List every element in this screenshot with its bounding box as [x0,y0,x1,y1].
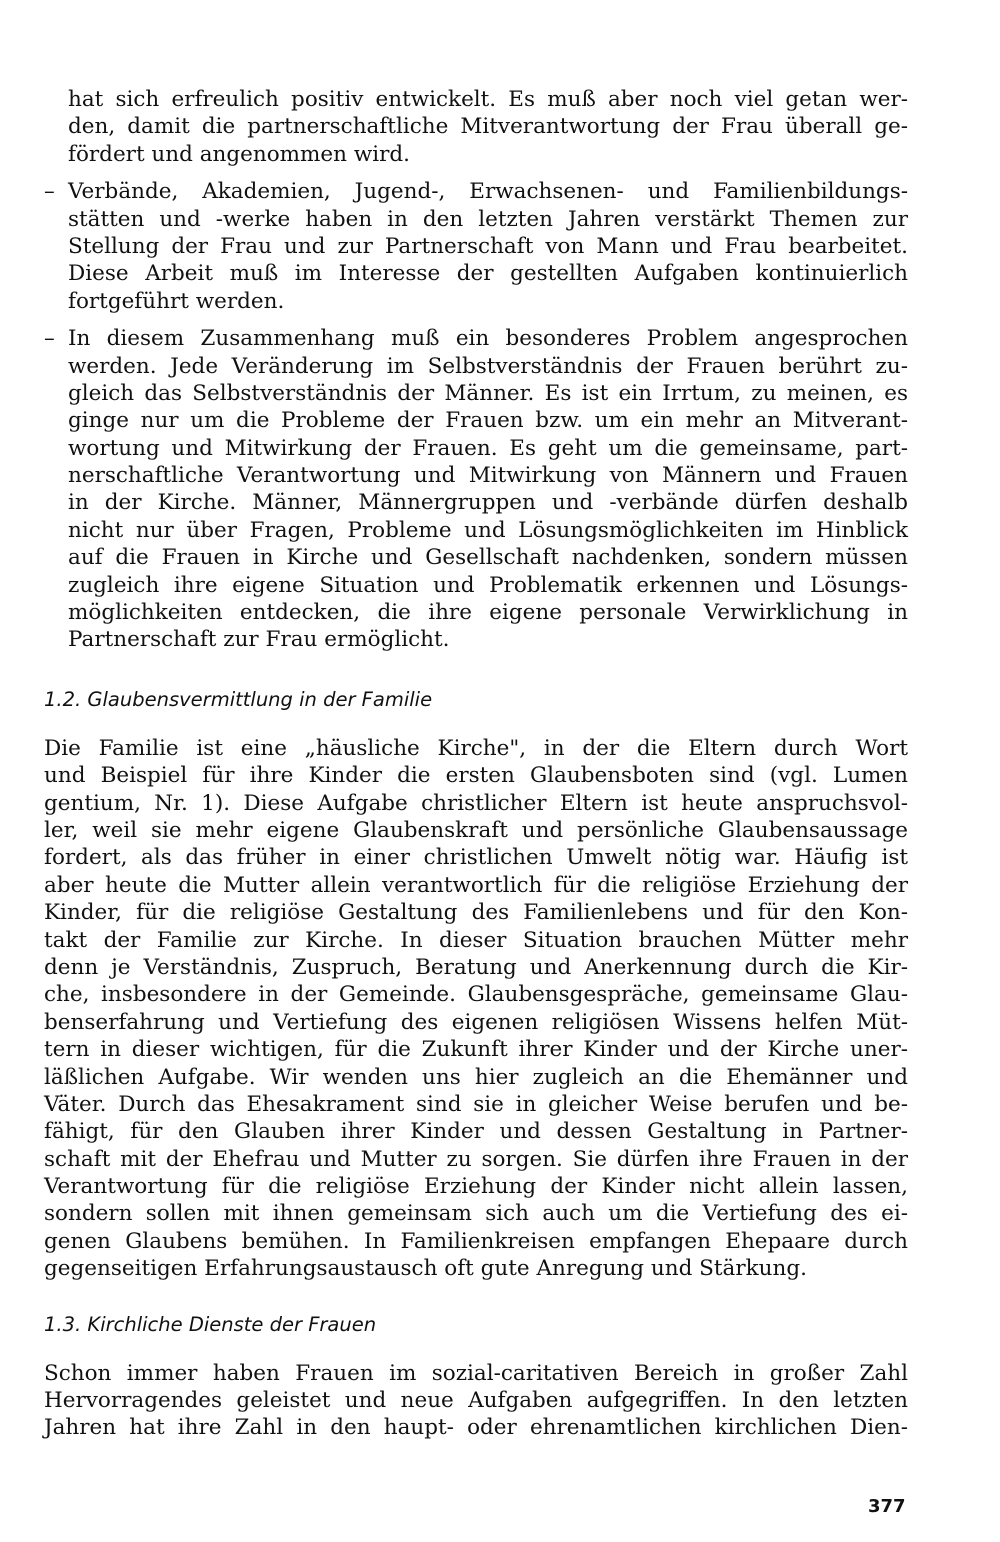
text-line: Partnerschaft zur Frau ermöglicht. [68,627,450,653]
text-line: benserfahrung und Vertiefung des eigenen religiösen Wissens helfen Müt- [44,1009,908,1035]
bullet-item-associations [44,178,908,315]
text-line: den, damit die partnerschaftliche Mitverantwortung der Frau überall ge- [68,114,908,140]
text-line: tern in dieser wichtigen, für die Zukunft ihrer Kinder und der Kirche uner- [44,1037,908,1063]
text-line: schaft mit der Ehefrau und Mutter zu sorgen. Sie dürfen ihre Frauen in der [44,1146,908,1172]
text-line: fortgeführt werden. [68,288,285,314]
text-line: gleich das Selbstverständnis der Männer. Es ist ein Irrtum, zu meinen, es [68,380,908,406]
text-line: stätten und -werke haben in den letzten Jahren verstärkt Themen zur [68,206,908,232]
text-line: Hervorragendes geleistet und neue Aufgaben aufgegriffen. In den letzten [44,1388,908,1414]
text-line: wortung und Mitwirkung der Frauen. Es geht um die gemeinsame, part- [68,435,908,461]
text-line: und Beispiel für ihre Kinder die ersten Glaubensboten sind (vgl. Lumen [44,763,908,789]
section-heading-1-3: 1.3. Kirchliche Dienste der Frauen [44,1312,377,1336]
text-line: Die Familie ist eine „häusliche Kirche", in der die Eltern durch Wort [44,735,908,761]
text-line: fähigt, für den Glauben ihrer Kinder und dessen Gestaltung in Partner- [44,1119,908,1145]
text-line: Kinder, für die religiöse Gestaltung des Familienlebens und für den Kon- [44,900,908,926]
text-line: fordert, als das früher in einer christlichen Umwelt nötig war. Häufig ist [44,845,908,871]
bullet-item-men [44,325,908,654]
text-line: ginge nur um die Probleme der Frauen bzw. um ein mehr an Mitverant- [68,408,908,434]
text-line: sondern sollen mit ihnen gemeinsam sich auch um die Vertiefung des ei- [44,1201,908,1227]
paragraph-glaubensvermittlung [44,735,908,1283]
text-line: Verantwortung für die religiöse Erziehung der Kinder nicht allein lassen, [44,1174,908,1200]
text-line: Stellung der Frau und zur Partnerschaft von Mann und Frau bearbeitet. [68,233,908,259]
text-line: Verbände, Akademien, Jugend-, Erwachsenen- und Familienbildungs- [68,179,908,205]
text-line: nerschaftliche Verantwortung und Mitwirkung von Männern und Frauen [68,463,908,489]
text-line: auf die Frauen in Kirche und Gesellschaft nachdenken, sondern müssen [68,545,908,571]
text-line: Schon immer haben Frauen im sozial-caritativen Bereich in großer Zahl [44,1360,908,1386]
text-line: ler, weil sie mehr eigene Glaubenskraft und persönliche Glaubensaussage [44,817,908,843]
section-heading-1-2: 1.2. Glaubensvermittlung in der Familie [44,687,433,711]
text-line: genen Glaubens bemühen. In Familienkreisen empfangen Ehepaare durch [44,1228,908,1254]
paragraph-kirchliche-dienste [44,1360,908,1442]
text-line: werden. Jede Veränderung im Selbstverständnis der Frauen berührt zu- [68,353,908,379]
text-line: nicht nur über Fragen, Probleme und Lösungsmöglichkeiten im Hinblick [68,517,908,543]
text-line: denn je Verständnis, Zuspruch, Beratung und Anerkennung durch die Kir- [44,954,908,980]
text-line: fördert und angenommen wird. [68,141,410,167]
text-line: gentium, Nr. 1). Diese Aufgabe christlicher Eltern ist heute anspruchsvol- [44,790,908,816]
text-line: che, insbesondere in der Gemeinde. Glaubensgespräche, gemeinsame Glau- [44,982,908,1008]
text-line: Diese Arbeit muß im Interesse der gestellten Aufgaben kontinuierlich [68,261,908,287]
text-line: takt der Familie zur Kirche. In dieser Situation brauchen Mütter mehr [44,927,908,953]
text-line: In diesem Zusammenhang muß ein besonderes Problem angesprochen [68,326,908,352]
text-line: gegenseitigen Erfahrungsaustausch oft gute Anregung und Stärkung. [44,1256,807,1282]
text-line: Väter. Durch das Ehesakrament sind sie in gleicher Weise berufen und be- [44,1091,908,1117]
dash-bullet: – [44,179,55,205]
page-body [44,86,908,1442]
text-line: hat sich erfreulich positiv entwickelt. Es muß aber noch viel getan wer- [68,87,908,112]
page-number: 377 [868,1496,906,1517]
text-line: in der Kirche. Männer, Männergruppen und -verbände dürfen deshalb [68,490,908,516]
text-line: Jahren hat ihre Zahl in den haupt- oder ehrenamtlichen kirchlichen Dien- [44,1415,908,1441]
dash-bullet: – [44,326,55,352]
text-line: läßlichen Aufgabe. Wir wenden uns hier zugleich an die Ehemänner und [44,1064,908,1090]
text-line: möglichkeiten entdecken, die ihre eigene personale Verwirklichung in [68,600,908,626]
text-line: zugleich ihre eigene Situation und Problematik erkennen und Lösungs- [68,572,908,598]
text-line: aber heute die Mutter allein verantwortlich für die religiöse Erziehung der [44,872,908,898]
continuation-paragraph [44,86,908,168]
